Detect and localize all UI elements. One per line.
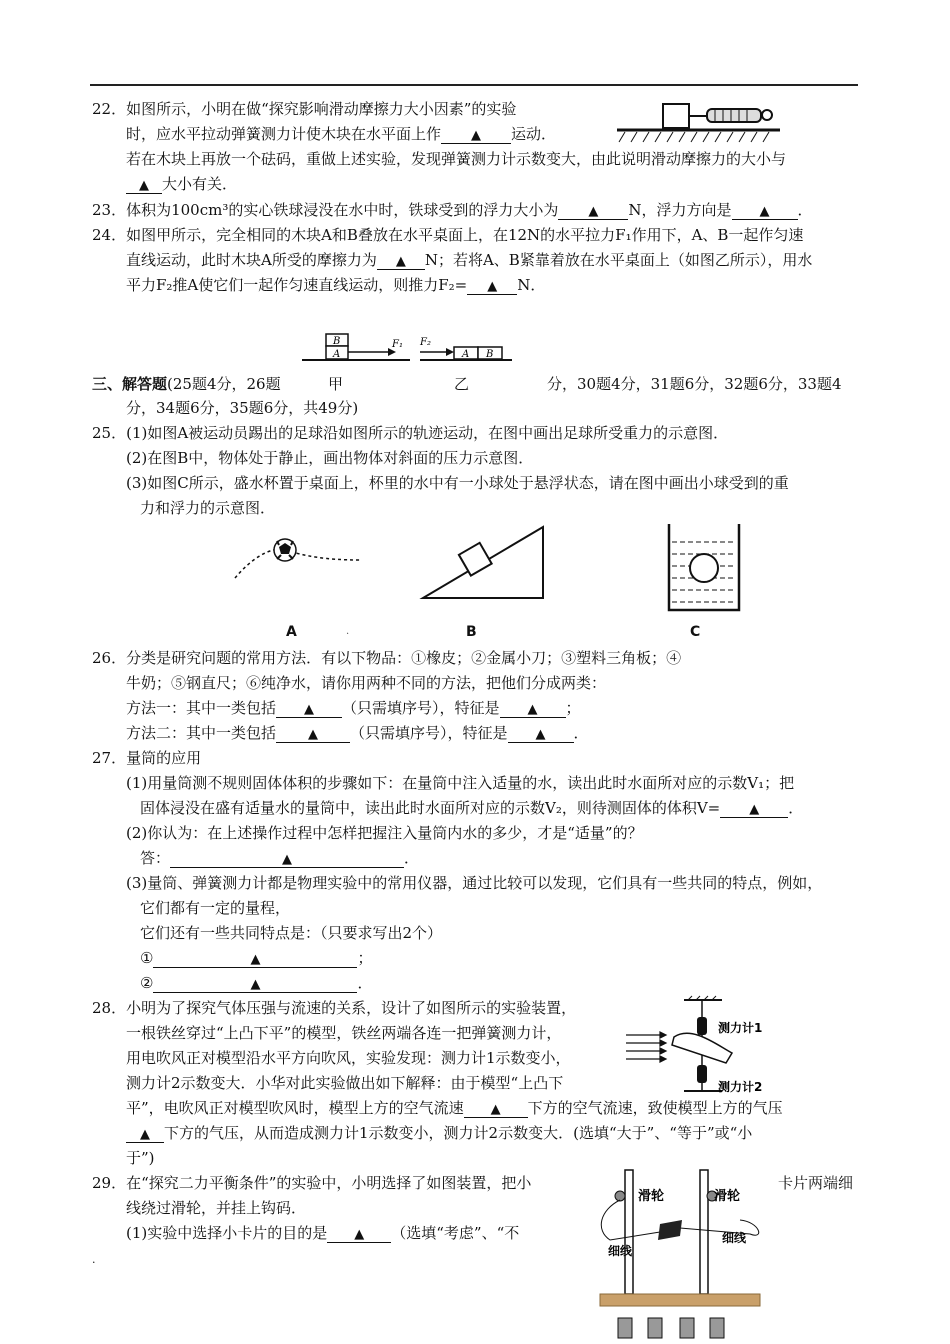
figure-b-caption: B <box>466 624 477 640</box>
q29-line3: (1)实验中选择小卡片的目的是 ▲ （选填“考虑”、“不 <box>126 1224 520 1242</box>
q25-line1: 25．(1)如图A被运动员踢出的足球沿如图所示的轨迹运动，在图中画出足球所受重力的示意图． <box>92 424 729 442</box>
q25-line2: (2)在图B中，物体处于静止，画出物体对斜面的压力示意图． <box>126 449 534 467</box>
q23-line: 23．体积为100cm³的实心铁球浸没在水中时，铁球受到的浮力大小为 ▲ N，浮力方向是 ▲ ． <box>92 201 813 219</box>
football-trajectory-figure <box>230 530 365 585</box>
answer-blank[interactable]: ▲ <box>467 276 517 295</box>
section3-line2: 分，34题6分，35题6分，共49分) <box>126 399 359 417</box>
answer-blank[interactable]: ▲ <box>732 201 798 220</box>
q22-line3: 若在木块上再放一个砝码，重做上述实验，发现弹簧测力计示数变大，由此说明滑动摩擦力的大小与 <box>126 150 787 168</box>
q27-title: 27．量筒的应用 <box>92 749 202 767</box>
figure-a-caption: A <box>286 624 297 640</box>
q27-line4: 答： ▲ ． <box>140 849 420 867</box>
q26-method2: 方法二：其中一类包括 ▲ （只需填序号），特征是 ▲ ． <box>126 724 589 742</box>
q27-line2: 固体浸没在盛有适量水的量筒中，读出此时水面所对应的示数V₂，则待测固体的体积V= ▲ ． <box>140 799 804 817</box>
q29-line1-cont: 卡片两端细 <box>778 1174 854 1192</box>
q27-line1: (1)用量筒测不规则固体体积的步骤如下：在量筒中注入适量的水，读出此时水面所对应的示数V₁；把 <box>126 774 795 792</box>
answer-blank[interactable]: ▲ <box>276 724 350 743</box>
q28-line6: ▲ 下方的气压，从而造成测力计1示数变小，测力计2示数变大．(选填“大于”、“等于”或“小 <box>126 1123 752 1143</box>
pulley-label-right: 滑轮 <box>714 1189 741 1204</box>
answer-blank[interactable]: ▲ <box>720 799 788 818</box>
q28-line4: 测力计2示数变大．小华对此实验做出如下解释：由于模型“上凸下 <box>126 1074 564 1092</box>
figure-c-caption: C <box>690 624 701 640</box>
pulley-label-left: 滑轮 <box>638 1189 665 1204</box>
q29-line1: 29．在“探究二力平衡条件”的实验中，小明选择了如图装置，把小 <box>92 1174 532 1192</box>
q27-line3: (2)你认为：在上述操作过程中怎样把握注入量筒内水的多少，才是“适量”的？ <box>126 824 643 842</box>
q27-line6: 它们都有一定的量程， <box>140 899 291 917</box>
q27-line5: (3)量筒、弹簧测力计都是物理实验中的常用仪器，通过比较可以发现，它们具有一些共同的特点，例如， <box>126 874 823 892</box>
answer-blank[interactable]: ▲ <box>170 849 404 868</box>
answer-blank[interactable]: ▲ <box>464 1099 528 1118</box>
fig-jia-label: 甲 <box>328 375 344 393</box>
q28-line2: 一根铁丝穿过“上凸下平”的模型，铁丝两端各连一把弹簧测力计， <box>126 1024 562 1042</box>
answer-blank[interactable]: ▲ <box>508 724 574 743</box>
q24-line3: 平力F₂推A使它们一起作匀速直线运动，则推力F₂= ▲ N． <box>126 276 546 294</box>
stray-dot: . <box>346 626 350 637</box>
q28-line5: 平”，电吹风正对模型吹风时，模型上方的空气流速 ▲ 下方的空气流速，致使模型上方的气压 <box>126 1099 783 1117</box>
q26-line1: 26．分类是研究问题的常用方法．有以下物品：①橡皮；②金属小刀；③塑料三角板；④ <box>92 649 682 667</box>
stacked-blocks-figure <box>300 328 515 364</box>
spring-scale-block-figure <box>615 100 785 145</box>
q28-line3: 用电吹风正对模型沿水平方向吹风，实验发现：测力计1示数变小， <box>126 1049 571 1067</box>
section3-line1-cont: 分，30题4分，31题6分，32题6分，33题4 <box>547 375 842 393</box>
q26-method1: 方法一：其中一类包括 ▲ （只需填序号），特征是 ▲ ； <box>126 699 581 717</box>
q28-line7: 于”) <box>126 1149 155 1167</box>
incline-block-figure <box>418 525 548 603</box>
q22-line1: 22．如图所示，小明在做“探究影响滑动摩擦力大小因素”的实验 <box>92 100 517 118</box>
stray-dot-2: . <box>92 1253 96 1266</box>
top-rule <box>90 84 858 86</box>
answer-blank[interactable]: ▲ <box>558 201 628 220</box>
block-a-label: A <box>333 349 341 360</box>
card-balance-figure <box>590 1160 780 1344</box>
answer-blank[interactable]: ▲ <box>126 1124 164 1143</box>
answer-blank[interactable]: ▲ <box>276 699 342 718</box>
answer-blank[interactable]: ▲ <box>153 949 357 968</box>
airflow-model-figure <box>622 995 792 1095</box>
q25-line3: (3)如图C所示，盛水杯置于桌面上，杯里的水中有一小球处于悬浮状态，请在图中画出小球受到的重 <box>126 474 789 492</box>
q29-line2: 线绕过滑轮，并挂上钩码． <box>126 1199 307 1217</box>
thread-label-left: 细线 <box>608 1244 633 1258</box>
answer-blank[interactable]: ▲ <box>500 699 566 718</box>
block-b2-label: B <box>486 349 494 360</box>
thread-label-right: 细线 <box>722 1231 747 1245</box>
section3-line1: 三、解答题(25题4分，26题 <box>92 375 281 393</box>
q24-line1: 24．如图甲所示，完全相同的木块A和B叠放在水平桌面上，在12N的水平拉力F₁作用下，A、B一起作匀速 <box>92 226 804 244</box>
answer-blank[interactable]: ▲ <box>153 974 357 993</box>
q27-option1: ① ▲ ； <box>140 949 373 967</box>
water-cup-ball-figure <box>664 522 744 614</box>
q27-option2: ② ▲ ． <box>140 974 373 992</box>
q22-line2: 时，应水平拉动弹簧测力计使木块在水平面上作 ▲ 运动． <box>126 125 557 143</box>
answer-blank[interactable]: ▲ <box>377 251 425 270</box>
q25-line4: 力和浮力的示意图． <box>140 499 276 517</box>
block-b-label: B <box>333 336 341 347</box>
q26-line2: 牛奶；⑤钢直尺；⑥纯净水，请你用两种不同的方法，把他们分成两类： <box>126 674 607 692</box>
answer-blank[interactable]: ▲ <box>441 125 511 144</box>
meter2-label: 测力计2 <box>718 1080 763 1094</box>
f2-label: F₂ <box>420 337 431 348</box>
fig-yi-label: 乙 <box>454 375 470 393</box>
q22-line4: ▲ 大小有关． <box>126 174 237 194</box>
block-a2-label: A <box>462 349 470 360</box>
answer-blank[interactable]: ▲ <box>327 1224 391 1243</box>
q24-line2: 直线运动，此时木块A所受的摩擦力为 ▲ N；若将A、B紧靠着放在水平桌面上（如图乙所示），用水 <box>126 251 813 269</box>
f1-label: F₁ <box>392 339 403 350</box>
answer-blank[interactable]: ▲ <box>126 175 162 194</box>
meter1-label: 测力计1 <box>718 1021 763 1035</box>
q28-line1: 28．小明为了探究气体压强与流速的关系，设计了如图所示的实验装置， <box>92 999 577 1017</box>
q27-line7: 它们还有一些共同特点是：（只要求写出2个） <box>140 924 443 942</box>
